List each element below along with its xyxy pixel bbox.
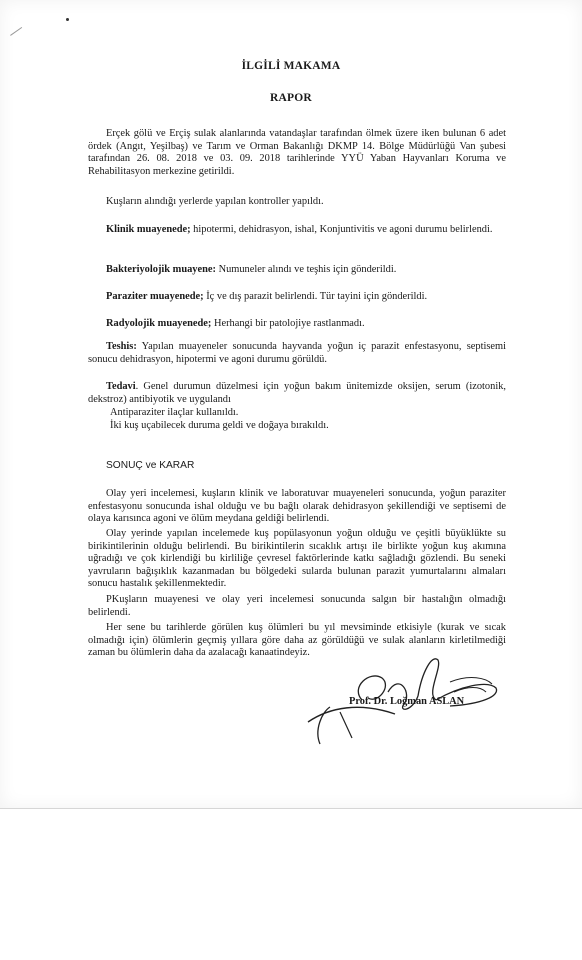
document-subtitle: RAPOR [270,92,312,104]
clinical-paragraph [106,224,506,237]
intro-paragraph: Erçek gölü ve Erçiş sulak alanlarında vatandaşlar tarafından ölmek üzere iken bulunan 6 adet ördek (Angıt, Yeşilbaş) ve Tarım ve Orman Bakanlığı DKMP 14. Bölge Müdürlüğü Van şubesi tarafından 26. 08. 2018 ve 03. 09. 2018 tarihlerinde YYÜ Yaban Hayvanları Koruma ve Rehabilitasyon merkezine getirildi. [88,128,506,177]
radio-label: Radyolojik muayenede; [106,318,212,329]
document-title: İLGİLİ MAKAMA [241,60,341,72]
scan-mark [10,27,28,44]
conclusion-paragraph-3: PKuşların muayenesi ve olay yeri incelemesi sonucunda salgın bir hastalığın olmadığı belirlendi. [88,594,506,618]
parasite-text: İç ve dış parazit belirlendi. Tür tayini için gönderildi. [203,291,428,302]
radio-paragraph [106,318,506,331]
control-paragraph: Kuşların alındığı yerlerde yapılan kontroller yapıldı. [106,196,324,207]
radio-text: Herhangi bir patolojiye rastlanmadı. [211,318,365,329]
diagnosis-label: Teshis: [106,341,137,352]
clinical-label: Klinik muayenede; [106,224,191,235]
treatment-paragraph [88,381,506,406]
treatment-text: . Genel durumun düzelmesi için yoğun bakım ünitemizde oksijen, serum (izotonik, dekstroz) antibiyotik ve uygulandı [88,381,506,405]
parasite-paragraph [106,291,506,304]
diagnosis-paragraph [88,341,506,366]
conclusion-paragraph-4: Her sene bu tarihlerde görülen kuş ölümleri bu yıl mevsiminde etkisiyle (kurak ve sıcak olmadığı için) ölümlerin geçmiş yıllara göre daha az görüldüğü ve sulak alanların kirletilmediği zaman bu ölümlerin daha da azalacağı kanaatindeyiz. [88,622,506,659]
bacterio-text: Numuneler alındı ve teşhis için gönderildi. [215,264,397,275]
scan-speck [66,18,69,21]
signatory-name: Prof. Dr. Loğman ASLAN [349,696,465,707]
bacterio-label: Bakteriyolojik muayene: [106,264,216,275]
conclusion-paragraph-1: Olay yeri incelemesi, kuşların klinik ve laboratuvar muayeneleri sonucunda, yoğun paraziter enfestasyonu sonucunda ishal olduğu ve bu bağlı olarak dehidrasyon şekillendiği ve septisemi de olaya karısınca agoni ve ölüm meydana geldiği belirlendi. [88,488,506,525]
bacterio-paragraph [106,264,506,277]
treatment-line-2: Antiparaziter ilaçlar kullanıldı. [110,407,239,418]
parasite-label: Paraziter muayenede; [106,291,204,302]
conclusion-heading: SONUÇ ve KARAR [106,460,195,471]
treatment-label: Tedavi [106,381,136,392]
treatment-line-3: İki kuş uçabilecek duruma geldi ve doğaya bırakıldı. [110,420,329,431]
diagnosis-text: Yapılan muayeneler sonucunda hayvanda yoğun iç parazit enfestasyonu, septisemi sonucu dehidrasyon, hipotermi ve agoni durumu görüldü. [88,341,506,365]
conclusion-paragraph-2: Olay yerinde yapılan incelemede kuş popülasyonun yoğun olduğu ve çeşitli büyüklükte su birikintilerinin olduğu belirlendi. Bu birikintilerin sıcaklık artışı ile birlikte yoğun kuş akımına uğradığı ve çok kirlendiği bu kirliliğe çevresel faktörlerinde katkı sağladığı gözlendi. Bu seneki yavruların bağışıklık kazanmadan bu bölgedeki sularda bulunan parazit yumurtalarını almaları sonucu hastalık şekillenmektedir. [88,528,506,590]
clinical-text: hipotermi, dehidrasyon, ishal, Konjuntivitis ve agoni durumu belirlendi. [190,224,493,235]
